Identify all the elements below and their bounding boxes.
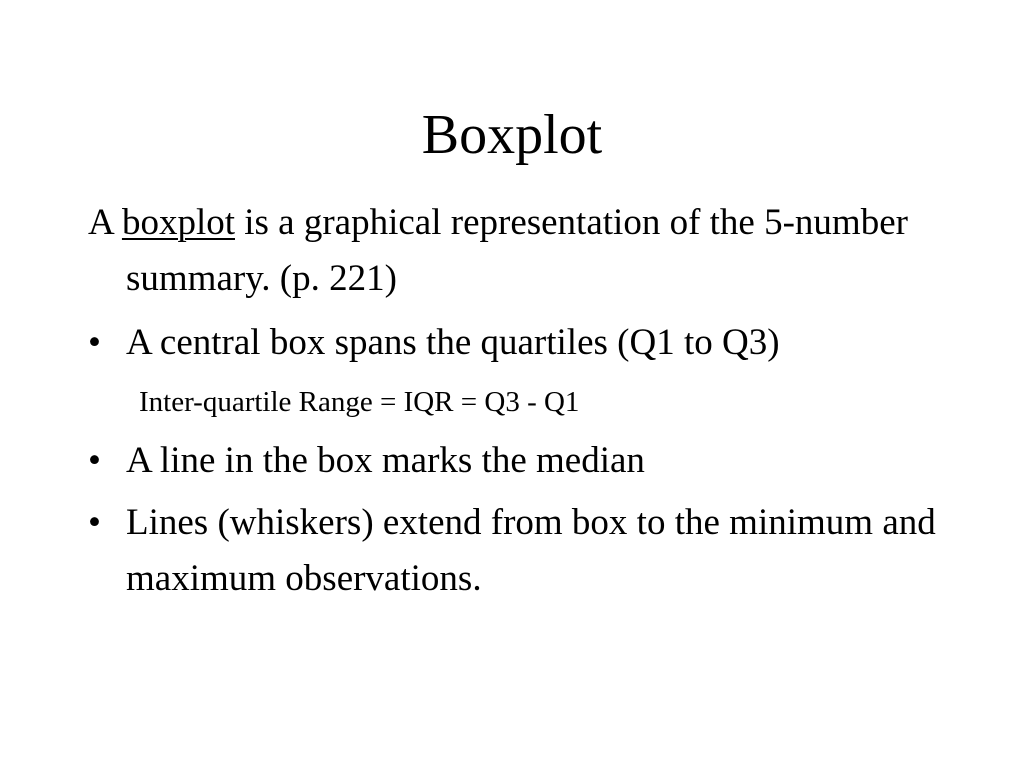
intro-term: boxplot <box>121 202 235 243</box>
bullet-item <box>88 315 968 371</box>
bullet-text: Lines (whiskers) extend from box to the minimum and maximum observations. <box>126 502 936 599</box>
bullet-item <box>88 495 968 607</box>
bullet-item <box>88 433 968 489</box>
intro-lead: A <box>88 202 122 243</box>
intro-paragraph <box>88 195 968 307</box>
bullet-dot-icon: • <box>88 502 101 543</box>
bullet-text: A central box spans the quartiles (Q1 to Q3) <box>126 322 780 363</box>
bullet-dot-icon: • <box>88 322 101 363</box>
bullet-dot-icon: • <box>88 440 101 481</box>
sub-item: Inter-quartile Range = IQR = Q3 - Q1 <box>139 386 580 418</box>
slide-title: Boxplot <box>421 104 603 166</box>
slide-body <box>88 195 968 613</box>
intro-rest: is a graphical representation of the 5-number summary. (p. 221) <box>126 202 908 299</box>
bullet-text: A line in the box marks the median <box>126 440 645 481</box>
